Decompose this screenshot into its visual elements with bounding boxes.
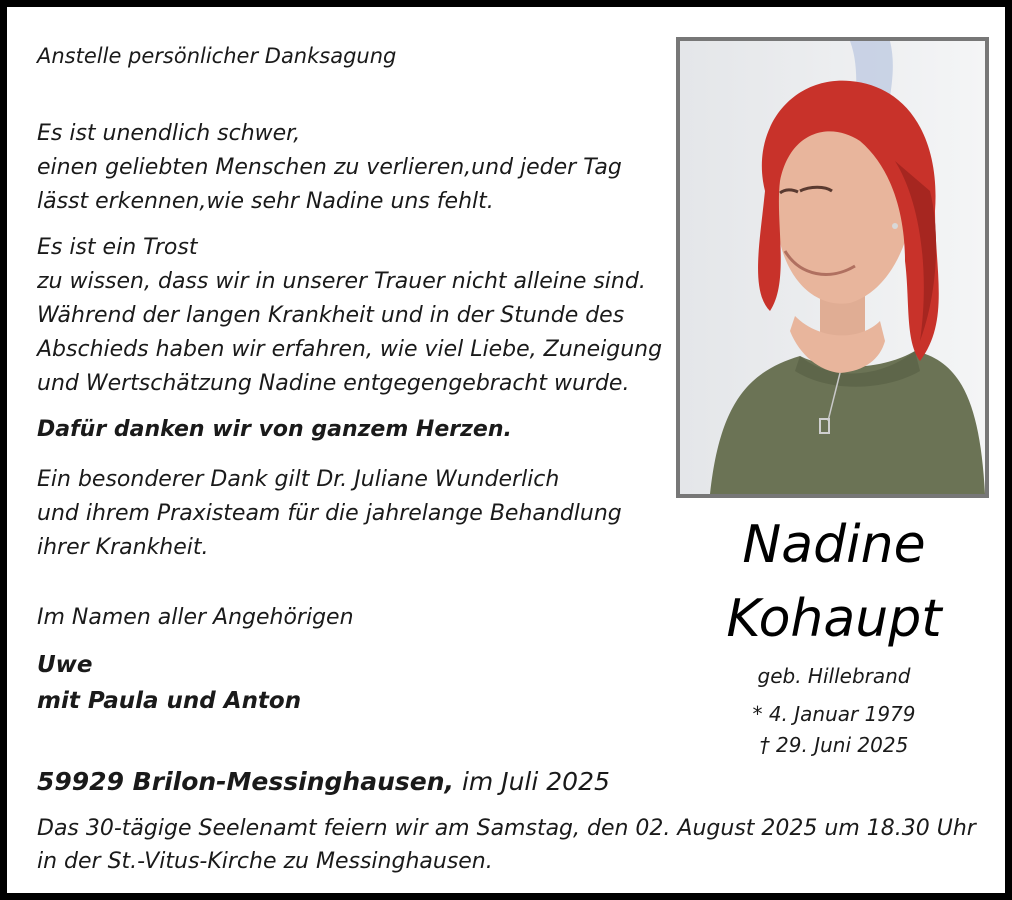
place-date-line: [37, 764, 610, 800]
text-line: Es ist ein Trost: [37, 235, 198, 260]
text-line: und Wertschätzung Nadine entgegengebracht wurde.: [37, 371, 630, 396]
on-behalf-line: Im Namen aller Angehörigen: [37, 605, 354, 630]
text-line: Während der langen Krankheit und in der Stunde des: [37, 303, 625, 328]
date: im Juli 2025: [454, 767, 610, 796]
text-line: Ein besonderer Dank gilt Dr. Juliane Wunderlich: [37, 467, 560, 492]
death-date: † 29. Juni 2025: [759, 733, 909, 757]
intro-heading: Anstelle persönlicher Danksagung: [37, 44, 397, 68]
birth-date: * 4. Januar 1979: [752, 702, 916, 726]
text-line: Es ist unendlich schwer,: [37, 121, 301, 146]
last-name: Kohaupt: [726, 589, 942, 649]
text-line: lässt erkennen,wie sehr Nadine uns fehlt.: [37, 189, 494, 214]
text-line: und ihrem Praxisteam für die jahrelange Behandlung: [37, 501, 622, 526]
text-line: Das 30-tägige Seelenamt feiern wir am Samstag, den 02. August 2025 um 18.30 Uhr: [37, 816, 976, 841]
paragraph-special-thanks: [37, 463, 622, 565]
thanks-line: Dafür danken wir von ganzem Herzen.: [37, 417, 512, 442]
life-dates: [704, 699, 964, 761]
portrait-photo: [676, 37, 989, 498]
paragraph-grief: [37, 117, 622, 219]
signature-line: Uwe: [37, 652, 93, 678]
first-name: Nadine: [742, 515, 926, 575]
paragraph-comfort: [37, 231, 662, 401]
portrait-illustration: [680, 41, 985, 494]
place: 59929 Brilon-Messinghausen,: [37, 767, 455, 796]
text-line: ihrer Krankheit.: [37, 535, 209, 560]
text-line: zu wissen, dass wir in unserer Trauer nicht alleine sind.: [37, 269, 646, 294]
text-line: Abschieds haben wir erfahren, wie viel Liebe, Zuneigung: [37, 337, 663, 362]
text-line: einen geliebten Menschen zu verlieren,und jeder Tag: [37, 155, 622, 180]
text-line: in der St.-Vitus-Kirche zu Messinghausen.: [37, 849, 493, 874]
service-info: [37, 812, 976, 878]
birth-name: geb. Hillebrand: [757, 664, 911, 688]
signature-line: mit Paula und Anton: [37, 688, 302, 714]
signature: [37, 647, 301, 719]
